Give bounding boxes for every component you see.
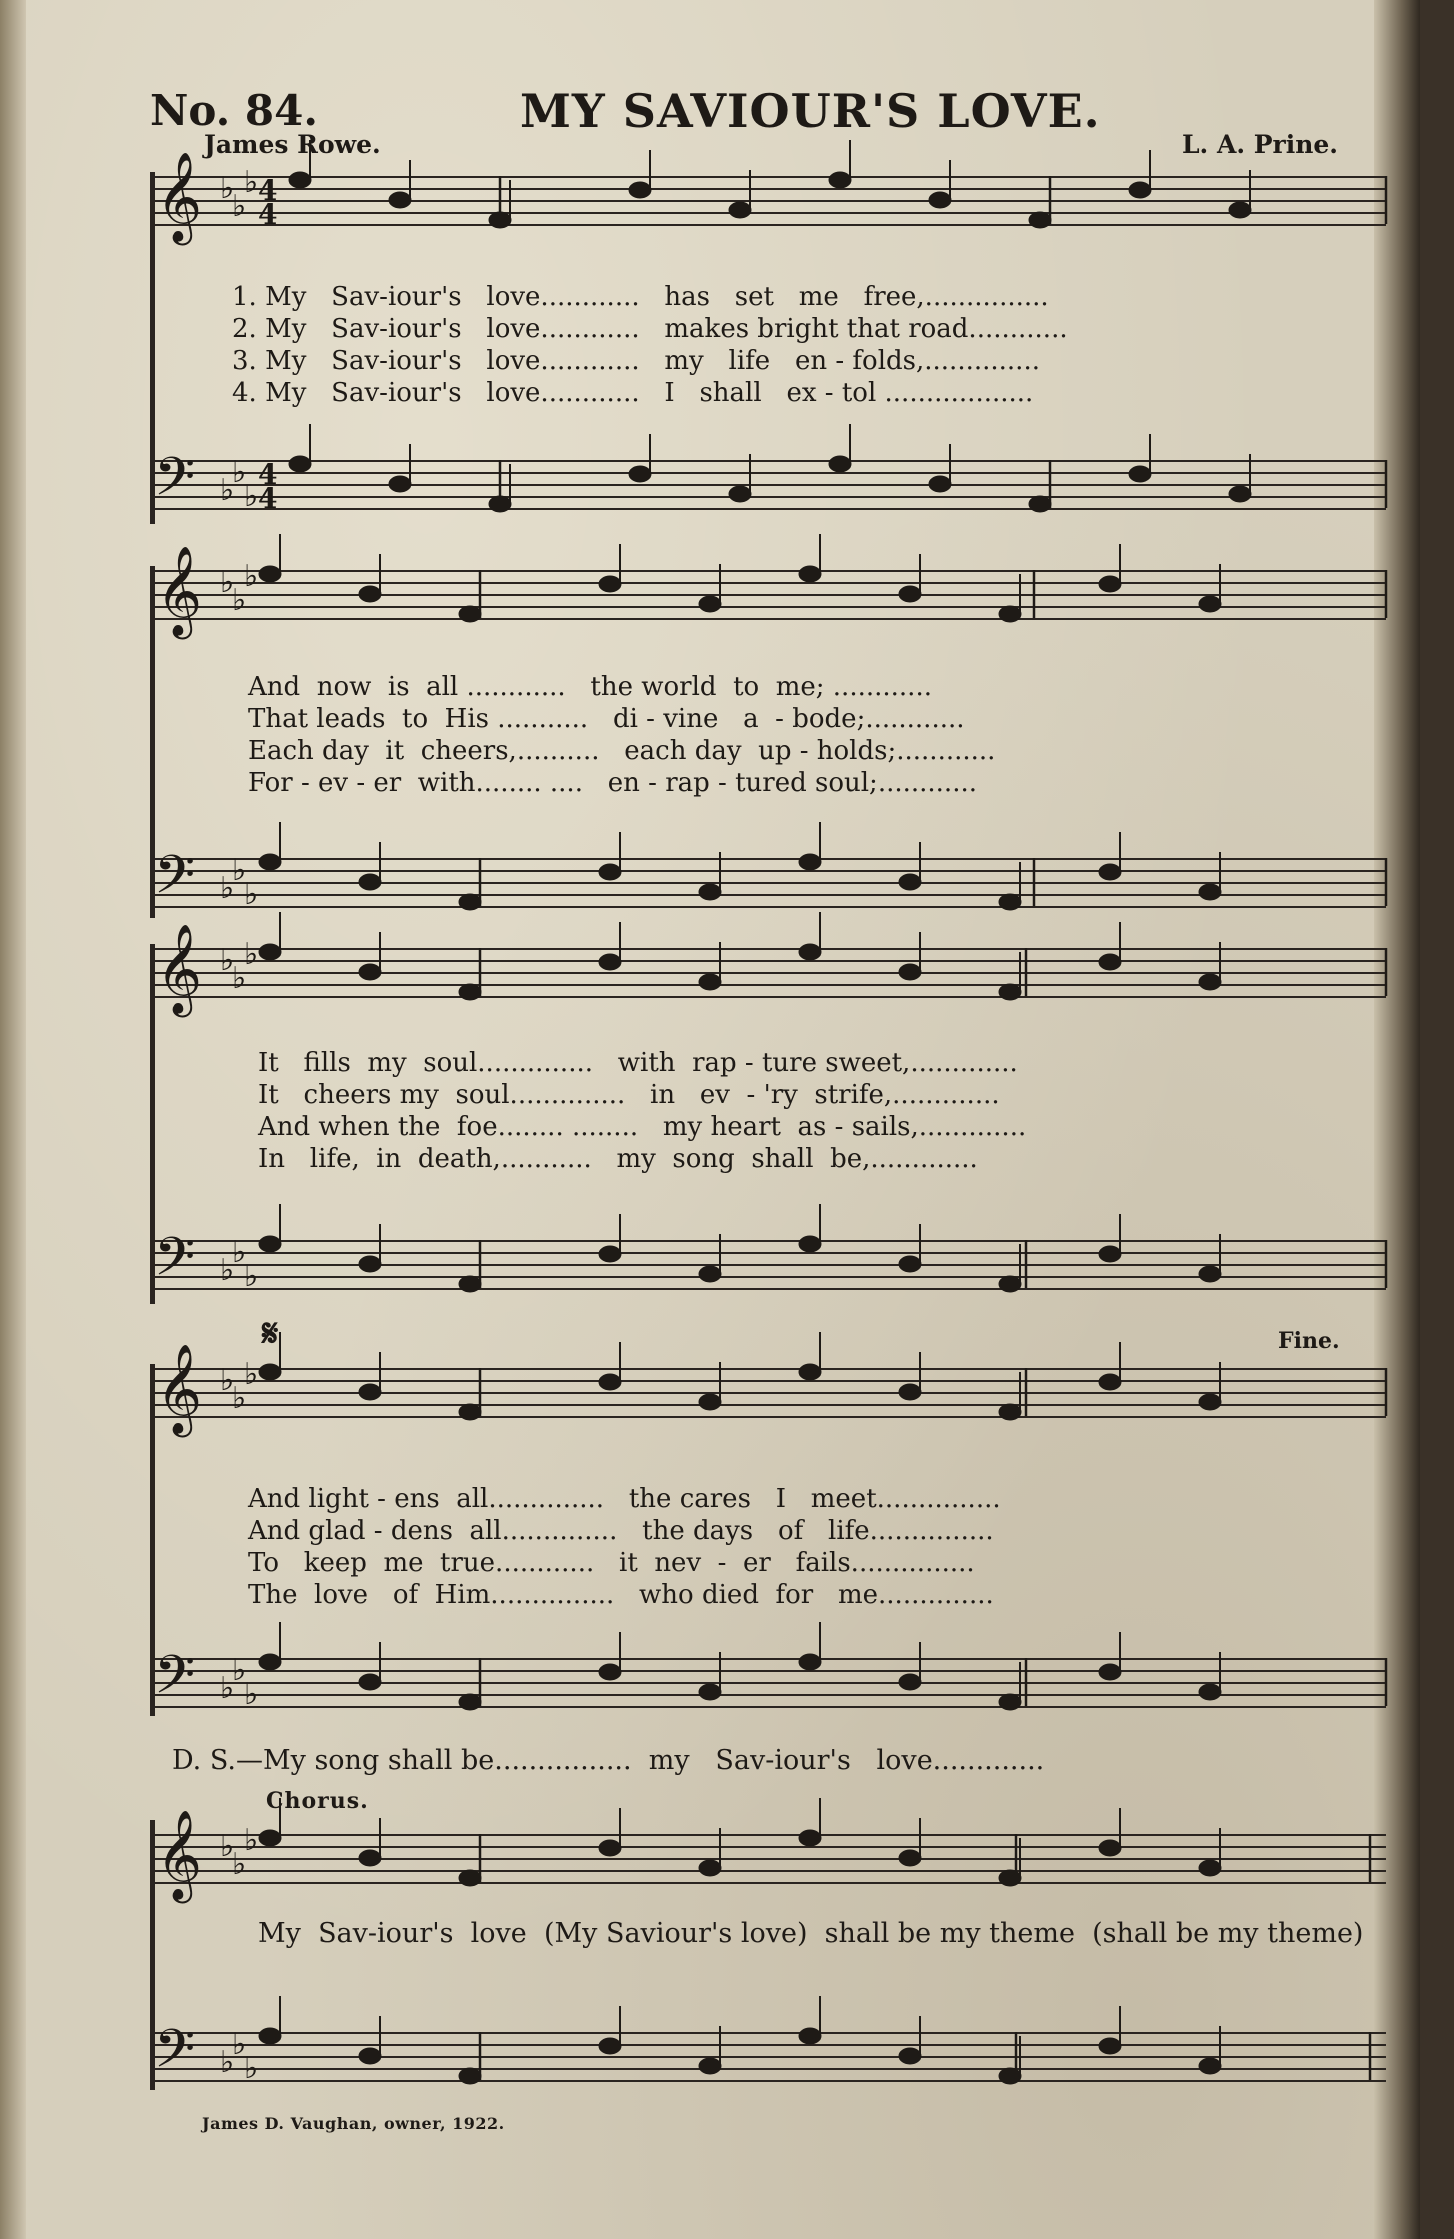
system-2-verse-4: For - ev - er with........ .... en - rap - tured soul;............ (248, 768, 977, 798)
flat-sign-icon: ♭ (220, 1363, 235, 1398)
notehead (599, 1664, 621, 1680)
notehead (259, 1830, 281, 1846)
notehead (699, 974, 721, 990)
treble-clef-icon: 𝄞 (156, 152, 203, 242)
notehead (899, 1256, 921, 1272)
flat-sign-icon: ♭ (220, 565, 235, 600)
notehead (1229, 486, 1251, 502)
notehead (1199, 1266, 1221, 1282)
notehead (359, 2048, 381, 2064)
flat-sign-icon: ♭ (220, 171, 235, 206)
notehead (699, 1394, 721, 1410)
notehead (1029, 212, 1051, 228)
flat-sign-icon: ♭ (232, 961, 247, 996)
notehead (599, 576, 621, 592)
treble-clef-icon: 𝄞 (156, 924, 203, 1014)
notehead (899, 1384, 921, 1400)
flat-sign-icon: ♭ (220, 2045, 235, 2080)
notehead (799, 566, 821, 582)
time-signature-bottom: 4 (258, 482, 278, 515)
notehead (729, 486, 751, 502)
flat-sign-icon: ♭ (232, 1847, 247, 1882)
notehead (829, 456, 851, 472)
flat-sign-icon: ♭ (232, 2027, 247, 2062)
fine-mark: Fine. (1278, 1328, 1340, 1354)
treble-clef-icon: 𝄞 (156, 546, 203, 636)
notehead (259, 566, 281, 582)
flat-sign-icon: ♭ (244, 479, 259, 514)
lyricist-name: James Rowe. (204, 130, 381, 159)
notehead (599, 1246, 621, 1262)
flat-sign-icon: ♭ (220, 1671, 235, 1706)
bass-clef-icon: 𝄢 (154, 2019, 196, 2093)
notehead (799, 1654, 821, 1670)
system-1-verse-1: 1. My Sav-iour's love............ has set me free,............... (232, 282, 1049, 312)
notehead (1199, 1860, 1221, 1876)
system-3-verse-3: And when the foe........ ........ my heart as - sails,............. (258, 1112, 1027, 1142)
bass-clef-icon: 𝄢 (154, 1227, 196, 1301)
notehead (359, 1850, 381, 1866)
notehead (459, 1870, 481, 1886)
notehead (289, 172, 311, 188)
notehead (999, 606, 1021, 622)
notehead (1099, 864, 1121, 880)
notehead (459, 2068, 481, 2084)
time-signature-top: 4 (258, 458, 278, 491)
time-signature-bottom: 4 (258, 198, 278, 231)
flat-sign-icon: ♭ (244, 1677, 259, 1712)
flat-sign-icon: ♭ (232, 1381, 247, 1416)
notehead (359, 1674, 381, 1690)
notehead (599, 954, 621, 970)
system-3-verse-1: It fills my soul.............. with rap - ture sweet,............. (258, 1048, 1018, 1078)
notehead (489, 496, 511, 512)
notehead (359, 964, 381, 980)
notehead (1229, 202, 1251, 218)
notehead (359, 1384, 381, 1400)
notehead (259, 1236, 281, 1252)
notehead (699, 596, 721, 612)
system-4-verse-2: And glad - dens all.............. the days of life............... (248, 1516, 994, 1546)
notehead (599, 864, 621, 880)
notehead (259, 854, 281, 870)
notehead (289, 456, 311, 472)
notehead (999, 1870, 1021, 1886)
notehead (899, 964, 921, 980)
flat-sign-icon: ♭ (220, 473, 235, 508)
system-4-verse-3: To keep me true............ it nev - er fails............... (248, 1548, 975, 1578)
flat-sign-icon: ♭ (232, 455, 247, 490)
flat-sign-icon: ♭ (244, 559, 259, 594)
notehead (459, 984, 481, 1000)
notehead (1099, 1374, 1121, 1390)
notehead (389, 192, 411, 208)
notehead (829, 172, 851, 188)
notehead (799, 1236, 821, 1252)
flat-sign-icon: ♭ (220, 1253, 235, 1288)
flat-sign-icon: ♭ (244, 1823, 259, 1858)
flat-sign-icon: ♭ (220, 871, 235, 906)
flat-sign-icon: ♭ (244, 937, 259, 972)
notehead (899, 874, 921, 890)
notehead (929, 192, 951, 208)
notehead (699, 1684, 721, 1700)
notehead (1029, 496, 1051, 512)
notehead (1199, 596, 1221, 612)
notehead (699, 1860, 721, 1876)
notehead (799, 1830, 821, 1846)
time-signature-top: 4 (258, 174, 278, 207)
notehead (259, 2028, 281, 2044)
flat-sign-icon: ♭ (244, 165, 259, 200)
notehead (1199, 2058, 1221, 2074)
notehead (599, 2038, 621, 2054)
bass-clef-icon: 𝄢 (154, 447, 196, 521)
notehead (929, 476, 951, 492)
notehead (599, 1840, 621, 1856)
notehead (359, 1256, 381, 1272)
notehead (899, 1674, 921, 1690)
notehead (699, 2058, 721, 2074)
notehead (699, 1266, 721, 1282)
flat-sign-icon: ♭ (232, 583, 247, 618)
chorus-lyric: My Sav-iour's love (My Saviour's love) shall be my theme (shall be my theme) (258, 1918, 1364, 1949)
notehead (259, 1654, 281, 1670)
notehead (799, 1364, 821, 1380)
notehead (459, 894, 481, 910)
notehead (459, 1404, 481, 1420)
notehead (1129, 182, 1151, 198)
notehead (899, 2048, 921, 2064)
notehead (359, 586, 381, 602)
notehead (489, 212, 511, 228)
notehead (599, 1374, 621, 1390)
treble-clef-icon: 𝄞 (156, 1810, 203, 1900)
notehead (1199, 974, 1221, 990)
system-1-verse-4: 4. My Sav-iour's love............ I shall ex - tol .................. (232, 378, 1034, 408)
flat-sign-icon: ♭ (244, 877, 259, 912)
copyright-notice: James D. Vaughan, owner, 1922. (202, 2114, 505, 2133)
system-3-verse-4: In life, in death,........... my song shall be,............. (258, 1144, 978, 1174)
notehead (629, 182, 651, 198)
notehead (999, 1404, 1021, 1420)
flat-sign-icon: ♭ (244, 1357, 259, 1392)
dal-segno-line: D. S.—My song shall be................ my Sav-iour's love............. (172, 1745, 1045, 1776)
notehead (999, 894, 1021, 910)
notehead (1099, 1840, 1121, 1856)
chorus-label: Chorus. (266, 1788, 369, 1814)
bass-clef-icon: 𝄢 (154, 845, 196, 919)
system-1-verse-2: 2. My Sav-iour's love............ makes bright that road............ (232, 314, 1068, 344)
flat-sign-icon: ♭ (244, 1259, 259, 1294)
notehead (729, 202, 751, 218)
hymn-number: No. 84. (150, 86, 318, 135)
notehead (459, 1694, 481, 1710)
notehead (629, 466, 651, 482)
system-4-verse-1: And light - ens all.............. the cares I meet............... (248, 1484, 1001, 1514)
notehead (359, 874, 381, 890)
notehead (1099, 576, 1121, 592)
flat-sign-icon: ♭ (232, 1653, 247, 1688)
notehead (1199, 884, 1221, 900)
notehead (389, 476, 411, 492)
notehead (1199, 1394, 1221, 1410)
notehead (1129, 466, 1151, 482)
notehead (999, 2068, 1021, 2084)
notehead (259, 944, 281, 960)
notehead (999, 1694, 1021, 1710)
notehead (1099, 954, 1121, 970)
flat-sign-icon: ♭ (232, 189, 247, 224)
notehead (799, 2028, 821, 2044)
system-1-verse-3: 3. My Sav-iour's love............ my life en - folds,.............. (232, 346, 1040, 376)
flat-sign-icon: ♭ (220, 943, 235, 978)
notehead (1099, 1246, 1121, 1262)
flat-sign-icon: ♭ (232, 853, 247, 888)
notehead (799, 854, 821, 870)
system-2-verse-1: And now is all ............ the world to me; ............ (248, 672, 932, 702)
notehead (459, 606, 481, 622)
notehead (1099, 2038, 1121, 2054)
notehead (1099, 1664, 1121, 1680)
notehead (899, 586, 921, 602)
composer-name: L. A. Prine. (1181, 130, 1338, 159)
notehead (259, 1364, 281, 1380)
flat-sign-icon: ♭ (232, 1235, 247, 1270)
notehead (899, 1850, 921, 1866)
system-2-verse-3: Each day it cheers,.......... each day up - holds;............ (248, 736, 996, 766)
flat-sign-icon: ♭ (220, 1829, 235, 1864)
notehead (699, 884, 721, 900)
bass-clef-icon: 𝄢 (154, 1645, 196, 1719)
flat-sign-icon: ♭ (244, 2051, 259, 2086)
notehead (459, 1276, 481, 1292)
notehead (999, 1276, 1021, 1292)
segno-sign: 𝄋 (262, 1310, 279, 1355)
treble-clef-icon: 𝄞 (156, 1344, 203, 1434)
system-3-verse-2: It cheers my soul.............. in ev - 'ry strife,............. (258, 1080, 1000, 1110)
hymn-title: MY SAVIOUR'S LOVE. (520, 84, 1101, 138)
notehead (799, 944, 821, 960)
notehead (999, 984, 1021, 1000)
system-4-verse-4: The love of Him............... who died for me.............. (248, 1580, 994, 1610)
system-2-verse-2: That leads to His ........... di - vine a - bode;............ (248, 704, 965, 734)
notehead (1199, 1684, 1221, 1700)
